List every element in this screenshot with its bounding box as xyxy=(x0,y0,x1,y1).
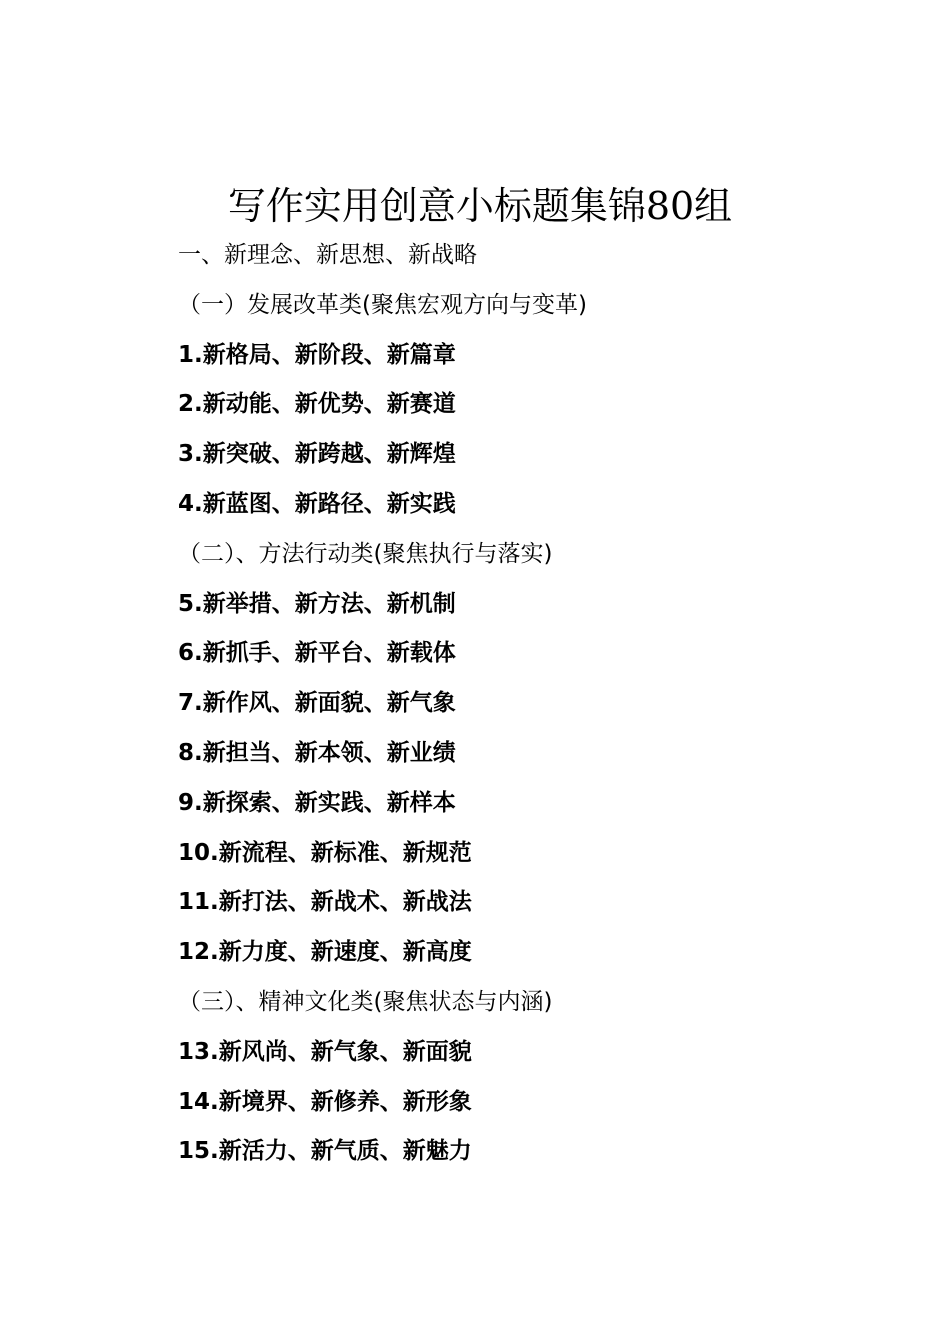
list-item: 4.新蓝图、新路径、新实践 xyxy=(178,490,456,517)
list-item: 7.新作风、新面貌、新气象 xyxy=(178,690,456,717)
list-item: 2.新动能、新优势、新赛道 xyxy=(178,391,456,418)
list-item: 1.新格局、新阶段、新篇章 xyxy=(178,341,456,368)
list-item: 6.新抓手、新平台、新载体 xyxy=(178,640,456,667)
list-item: 5.新举措、新方法、新机制 xyxy=(178,590,456,617)
document-body xyxy=(178,231,898,1177)
list-item: 13.新风尚、新气象、新面貌 xyxy=(178,1038,472,1065)
document-title: 写作实用创意小标题集锦80组 xyxy=(227,184,733,228)
list-item: 11.新打法、新战术、新战法 xyxy=(178,889,472,916)
subheading-spirit-culture: （三）、精神文化类(聚焦状态与内涵) xyxy=(178,988,553,1015)
list-item: 9.新探索、新实践、新样本 xyxy=(178,789,456,816)
list-item: 14.新境界、新修养、新形象 xyxy=(178,1088,472,1115)
list-item: 8.新担当、新本领、新业绩 xyxy=(178,739,456,766)
subheading-method-action: （二）、方法行动类(聚焦执行与落实) xyxy=(178,540,553,567)
list-item: 3.新突破、新跨越、新辉煌 xyxy=(178,441,456,468)
subheading-development-reform: （一）发展改革类(聚焦宏观方向与变革) xyxy=(178,291,587,318)
list-item: 12.新力度、新速度、新高度 xyxy=(178,939,472,966)
list-item: 10.新流程、新标准、新规范 xyxy=(178,839,472,866)
heading-part-one: 一、新理念、新思想、新战略 xyxy=(178,242,477,268)
list-item: 15.新活力、新气质、新魅力 xyxy=(178,1138,472,1165)
